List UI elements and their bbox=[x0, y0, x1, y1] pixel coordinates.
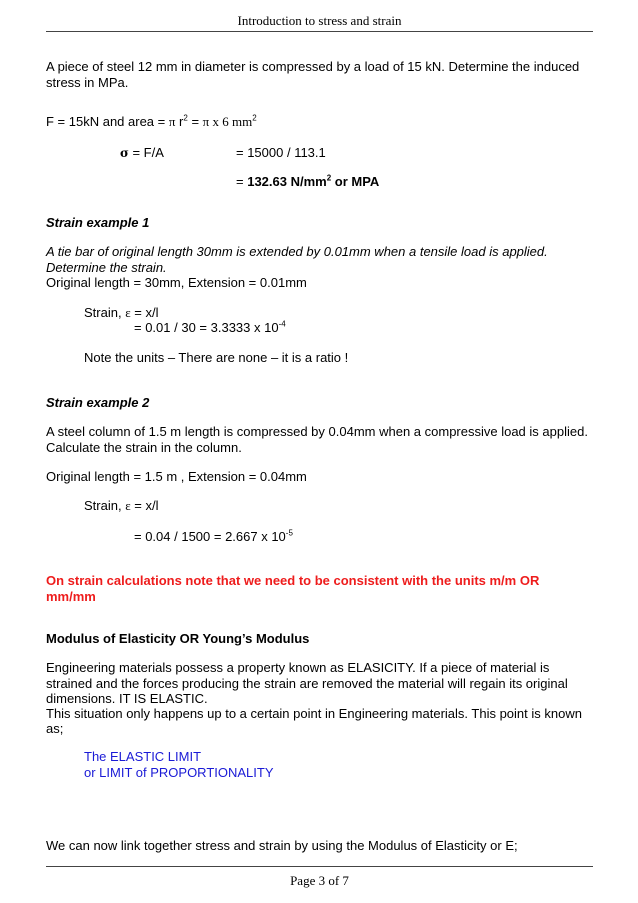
strain2-given: Original length = 1.5 m , Extension = 0.04mm bbox=[46, 469, 307, 484]
strain1-note: Note the units – There are none – it is a ratio ! bbox=[84, 350, 349, 365]
strain-example-2-heading: Strain example 2 bbox=[46, 395, 150, 410]
times-part: x 6 mm bbox=[209, 114, 253, 129]
pi-symbol: π bbox=[202, 114, 210, 129]
pi-symbol: π bbox=[168, 114, 176, 129]
stress-result bbox=[236, 174, 379, 190]
modulus-paragraph-line-3: dimensions. IT IS ELASTIC. bbox=[46, 691, 208, 706]
epsilon-symbol: ε bbox=[125, 305, 131, 320]
problem-line-2: stress in MPa. bbox=[46, 75, 129, 90]
sigma-symbol: σ bbox=[120, 146, 129, 160]
header-rule bbox=[46, 31, 593, 32]
strain1-formula bbox=[84, 305, 158, 321]
r-part: r bbox=[175, 114, 184, 129]
strain-example-1-heading: Strain example 1 bbox=[46, 215, 150, 230]
modulus-paragraph-line-1: Engineering materials possess a property known as ELASICITY. If a piece of material is bbox=[46, 660, 550, 675]
formula-prefix: Strain, bbox=[84, 305, 126, 320]
formula-suffix: = x/l bbox=[130, 498, 159, 513]
calc-text: = 0.01 / 30 = 3.3333 x 10 bbox=[134, 320, 279, 335]
modulus-paragraph-line-5: as; bbox=[46, 721, 64, 736]
stress-formula bbox=[120, 145, 164, 161]
elastic-limit-label: The ELASTIC LIMIT bbox=[84, 749, 202, 764]
units-warning-line-2: mm/mm bbox=[46, 589, 96, 604]
formula-suffix: = x/l bbox=[130, 305, 159, 320]
exponent: -4 bbox=[278, 319, 286, 329]
strain2-desc-2: Calculate the strain in the column. bbox=[46, 440, 242, 455]
exponent: 2 bbox=[326, 173, 332, 183]
modulus-paragraph-line-2: strained and the forces producing the strain are removed the material will regain its original bbox=[46, 676, 568, 691]
modulus-paragraph-line-4: This situation only happens up to a certain point in Engineering materials. This point is known bbox=[46, 706, 582, 721]
given-values bbox=[46, 114, 257, 130]
units-warning-line-1: On strain calculations note that we need to be consistent with the units m/m OR bbox=[46, 573, 540, 588]
page-number: Page 3 of 7 bbox=[290, 873, 349, 888]
strain1-desc-2: Determine the strain. bbox=[46, 260, 167, 275]
proportionality-limit-label: or LIMIT of PROPORTIONALITY bbox=[84, 765, 274, 780]
given-prefix: F = 15kN and area = bbox=[46, 114, 169, 129]
strain1-calculation bbox=[134, 320, 286, 336]
exponent: -5 bbox=[285, 528, 293, 538]
formula-text: = F/A bbox=[128, 145, 164, 160]
strain2-desc-1: A steel column of 1.5 m length is compressed by 0.04mm when a compressive load is applied. bbox=[46, 424, 588, 439]
epsilon-symbol: ε bbox=[125, 498, 131, 513]
result-prefix: = bbox=[236, 174, 248, 189]
exponent: 2 bbox=[183, 113, 188, 123]
equals: = bbox=[187, 114, 203, 129]
problem-line-1: A piece of steel 12 mm in diameter is compressed by a load of 15 kN. Determine the induced bbox=[46, 59, 580, 74]
strain2-calculation bbox=[134, 529, 293, 545]
footer-rule bbox=[46, 866, 593, 867]
page-header: Introduction to stress and strain bbox=[237, 13, 402, 28]
result-suffix: or MPA bbox=[331, 174, 380, 189]
strain2-formula bbox=[84, 498, 158, 514]
strain1-given: Original length = 30mm, Extension = 0.01mm bbox=[46, 275, 307, 290]
calc-text: = 0.04 / 1500 = 2.667 x 10 bbox=[134, 529, 286, 544]
result-value: 132.63 N/mm bbox=[247, 174, 327, 189]
modulus-heading: Modulus of Elasticity OR Young’s Modulus bbox=[46, 631, 310, 646]
closing-sentence: We can now link together stress and strain by using the Modulus of Elasticity or E; bbox=[46, 838, 518, 853]
stress-calculation: = 15000 / 113.1 bbox=[236, 145, 326, 160]
exponent: 2 bbox=[252, 113, 257, 123]
strain1-desc-1: A tie bar of original length 30mm is extended by 0.01mm when a tensile load is applied. bbox=[46, 244, 548, 259]
formula-prefix: Strain, bbox=[84, 498, 126, 513]
